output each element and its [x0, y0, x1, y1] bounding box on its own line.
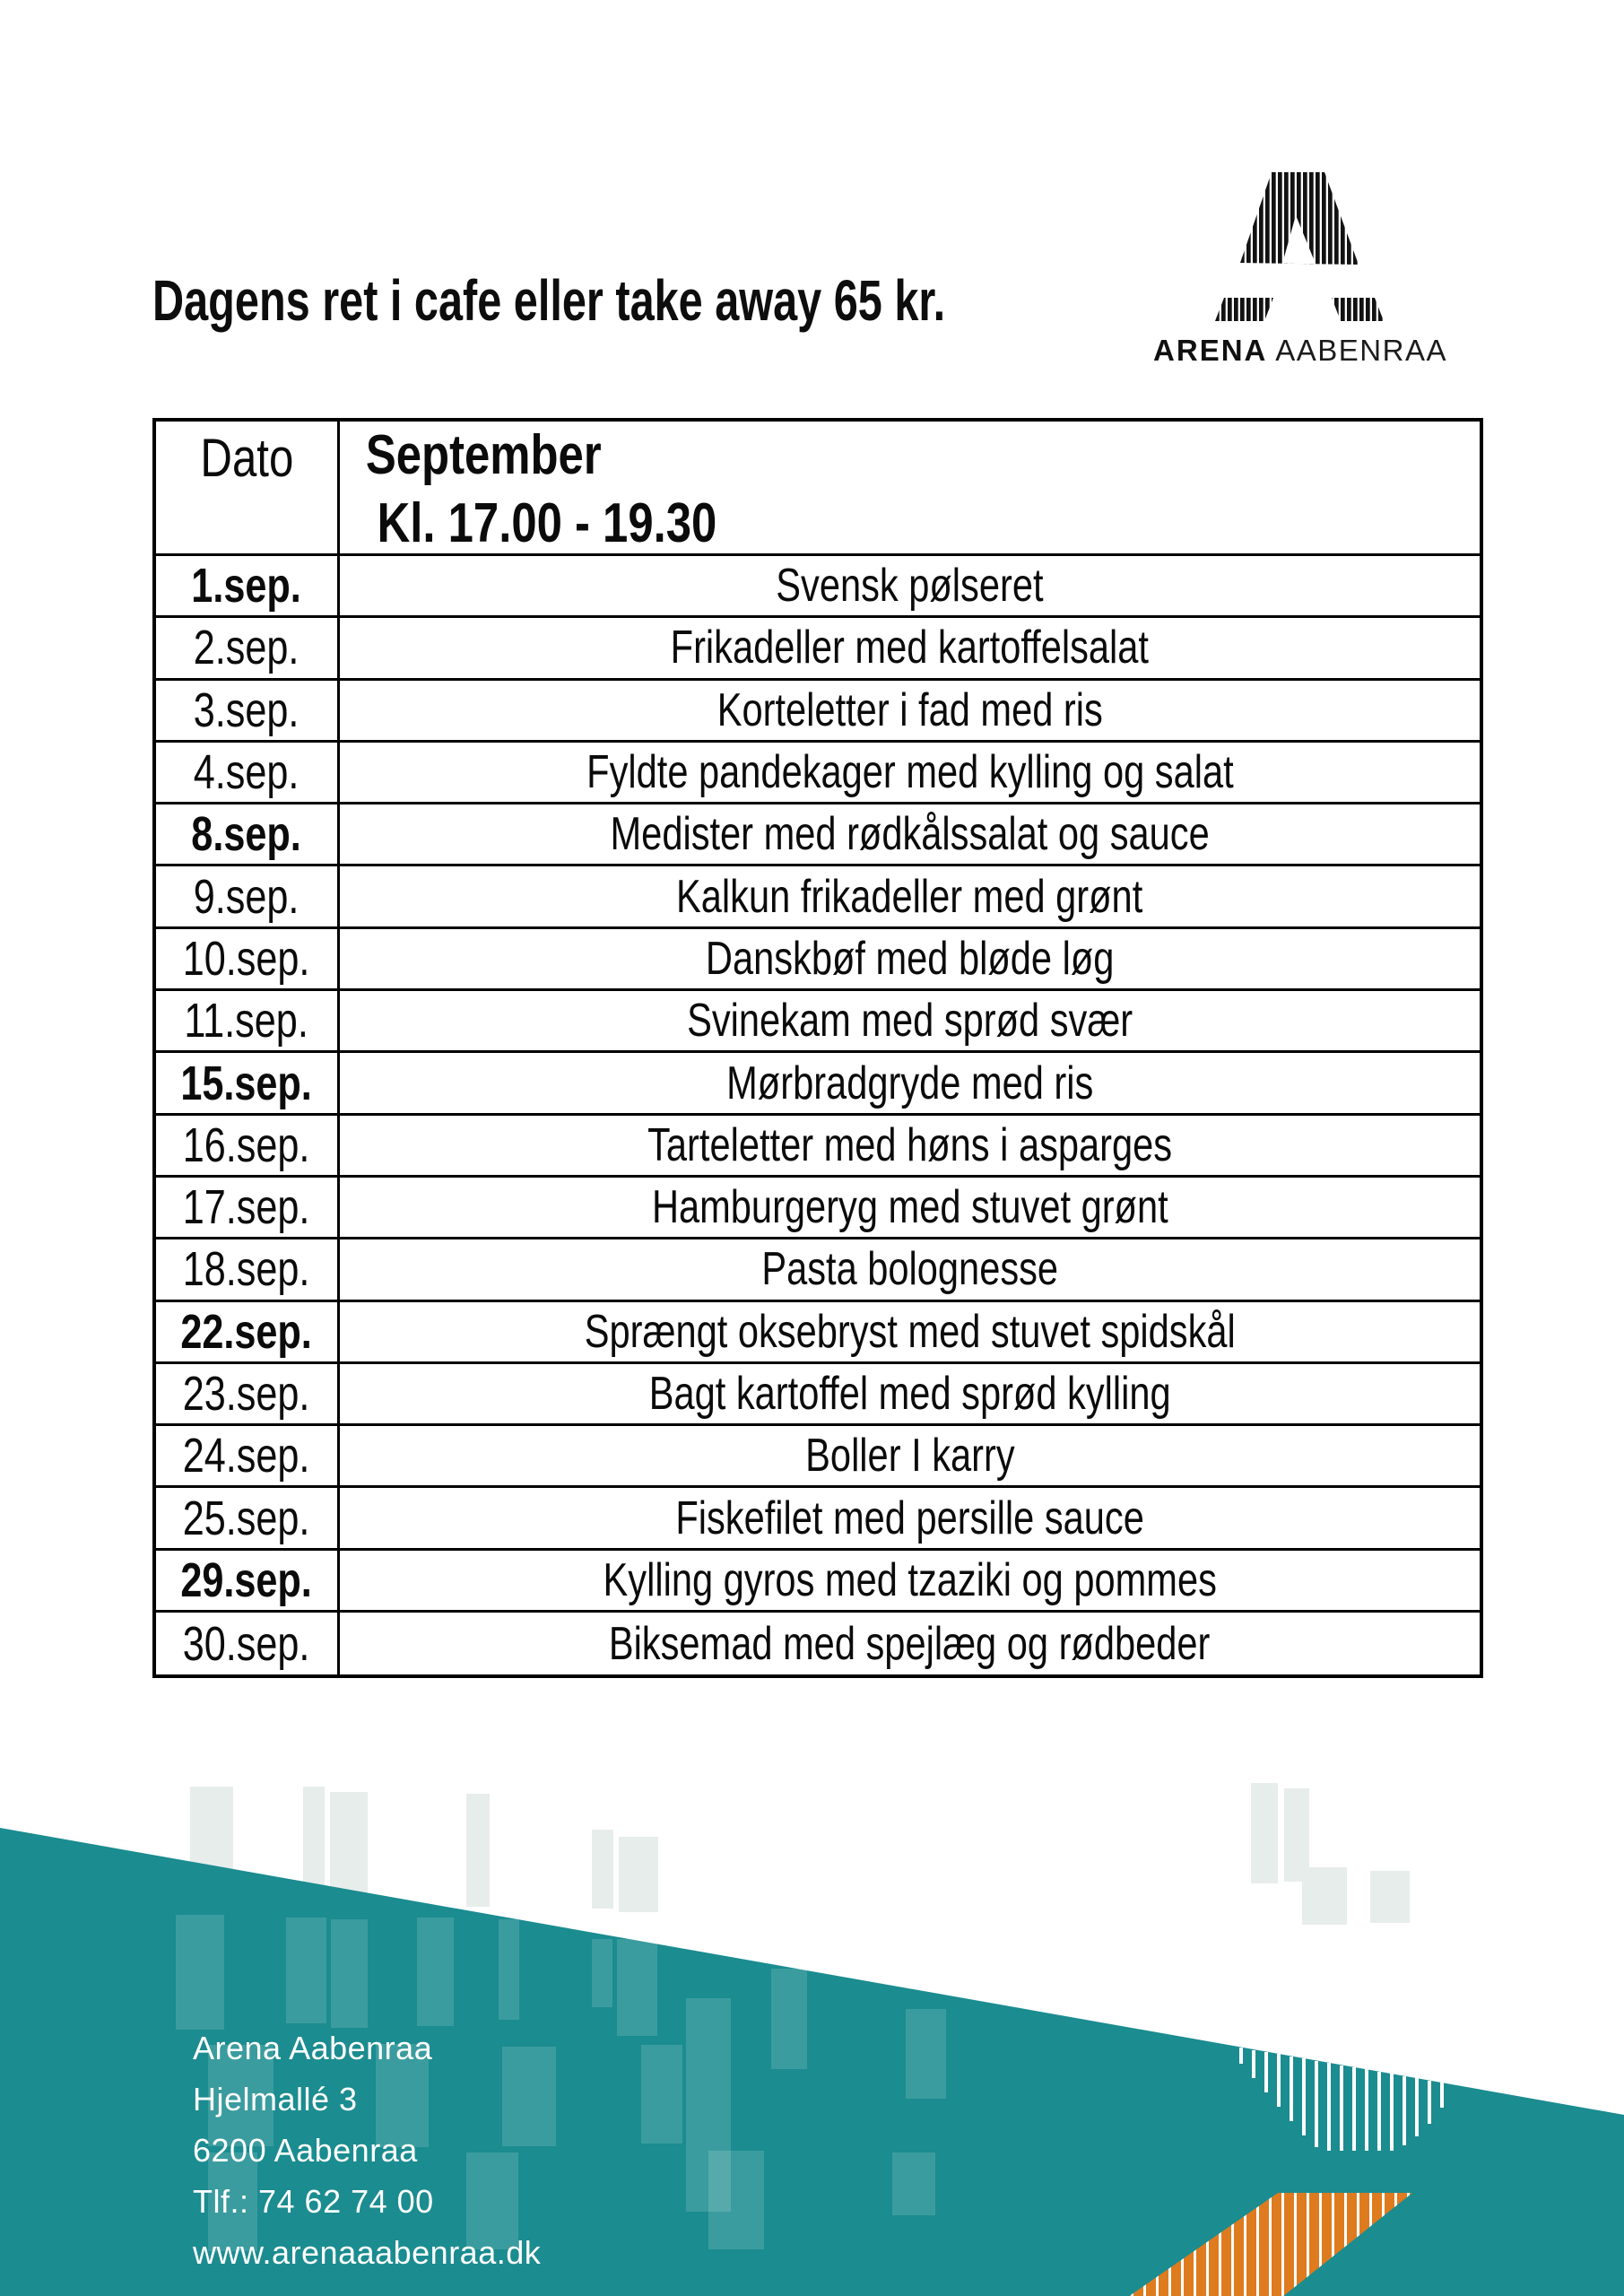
menu-date: 10.sep.: [156, 929, 340, 991]
menu-date: 16.sep.: [156, 1116, 340, 1178]
comb-stripe: [1264, 2052, 1268, 2092]
menu-dish: Korteletter i fad med ris: [340, 681, 1480, 743]
mosaic-tile: [1370, 1871, 1410, 1923]
menu-date: 2.sep.: [156, 618, 340, 680]
menu-date: 3.sep.: [156, 681, 340, 743]
month-title: September: [365, 424, 602, 486]
mosaic-tile: [619, 1837, 658, 1912]
menu-dish: Sprængt oksebryst med stuvet spidskål: [340, 1302, 1480, 1364]
address-line: Tlf.: 74 62 74 00: [193, 2183, 434, 2220]
menu-dish: Hamburgeryg med stuvet grønt: [340, 1178, 1480, 1239]
menu-dish: Frikadeller med kartoffelsalat: [340, 618, 1480, 680]
menu-date: 17.sep.: [156, 1178, 340, 1239]
menu-date: 22.sep.: [156, 1302, 340, 1364]
arena-logo-wordmark: [1139, 334, 1462, 368]
comb-stripe: [1239, 2048, 1243, 2064]
page-title: Dagens ret i cafe eller take away 65 kr.: [152, 268, 946, 333]
menu-dish: Danskbøf med bløde løg: [340, 929, 1480, 991]
address-line: Arena Aabenraa: [193, 2030, 433, 2066]
menu-dish: Fiskefilet med persille sauce: [340, 1488, 1480, 1550]
address-line: Hjelmallé 3: [193, 2081, 358, 2118]
mosaic-tile: [892, 2152, 935, 2215]
mosaic-tile: [641, 2045, 682, 2144]
comb-stripe: [1428, 2081, 1431, 2124]
mosaic-tile: [708, 2151, 764, 2249]
menu-date: 25.sep.: [156, 1488, 340, 1550]
mosaic-tile: [466, 1794, 490, 1907]
menu-dish: Kalkun frikadeller med grønt: [340, 866, 1480, 928]
menu-dish: Pasta bolognesse: [340, 1239, 1480, 1301]
menu-dish: Svinekam med sprød svær: [340, 991, 1480, 1053]
comb-stripe: [1390, 2074, 1394, 2151]
mosaic-tile: [331, 1919, 368, 2028]
menu-dish: Svensk pølseret: [340, 556, 1480, 618]
menu-dish: Biksemad med spejlæg og rødbeder: [609, 1617, 1211, 1670]
menu-dish: Medister med rødkålssalat og sauce: [340, 804, 1480, 866]
comb-stripe: [1440, 2083, 1444, 2108]
column-header-date: Dato: [156, 422, 340, 556]
comb-stripe: [1340, 2066, 1343, 2151]
website-url: www.arenaaabenraa.dk: [193, 2234, 542, 2271]
menu-date: 23.sep.: [156, 1364, 340, 1426]
comb-stripe: [1302, 2058, 1306, 2135]
mosaic-tile: [1302, 1867, 1347, 1925]
menu-date: 24.sep.: [156, 1426, 340, 1488]
menu-date: 15.sep.: [156, 1053, 340, 1115]
address-line: 6200 Aabenraa: [193, 2132, 418, 2169]
menu-dish: Tarteletter med høns i asparges: [340, 1116, 1480, 1178]
comb-stripe: [1290, 2057, 1293, 2121]
mosaic-tile: [417, 1918, 454, 2026]
menu-date: 18.sep.: [156, 1239, 340, 1301]
menu-date: 8.sep.: [156, 804, 340, 866]
mosaic-tile: [499, 1919, 519, 2020]
arena-logo-icon: [1215, 172, 1385, 323]
menu-dish: Bagt kartoffel med sprød kylling: [340, 1364, 1480, 1426]
comb-stripe: [1277, 2054, 1281, 2107]
menu-date: 11.sep.: [156, 991, 340, 1053]
footer-address: [193, 2022, 541, 2278]
mosaic-tile: [286, 1918, 326, 2023]
menu-date: 29.sep.: [156, 1551, 340, 1613]
mosaic-tile: [330, 1792, 368, 1898]
menu-dish: Boller I karry: [340, 1426, 1480, 1488]
comb-stripe: [1377, 2072, 1381, 2151]
mosaic-tile: [592, 1830, 613, 1909]
comb-stripe: [1252, 2050, 1255, 2078]
brand-name-bold: ARENA: [1153, 334, 1268, 367]
comb-stripe: [1365, 2069, 1368, 2151]
menu-date: 9.sep.: [156, 866, 340, 928]
column-header-month: [340, 422, 1480, 556]
comb-stripe: [1415, 2078, 1419, 2136]
menu-dish: Kylling gyros med tzaziki og pommes: [340, 1551, 1480, 1613]
mosaic-tile: [592, 1939, 612, 2007]
menu-date: 1.sep.: [156, 556, 340, 618]
mosaic-tile: [906, 2009, 946, 2099]
mosaic-tile: [617, 1939, 657, 2036]
serving-time: Kl. 17.00 - 19.30: [377, 492, 717, 554]
brand-name-regular: AABENRAA: [1275, 334, 1447, 367]
comb-stripe: [1327, 2063, 1331, 2151]
menu-date: 4.sep.: [156, 743, 340, 804]
menu-date: 30.sep.: [156, 1613, 340, 1674]
mosaic-tile: [176, 1915, 224, 2030]
comb-stripe: [1315, 2061, 1318, 2147]
comb-stripe: [1352, 2067, 1356, 2151]
menu-dish: Fyldte pandekager med kylling og salat: [340, 743, 1480, 804]
comb-stripe: [1403, 2076, 1406, 2145]
menu-dish: Mørbradgryde med ris: [340, 1053, 1480, 1115]
menu-table: [152, 418, 1483, 1678]
mosaic-tile: [1251, 1783, 1278, 1883]
mosaic-tile: [771, 1969, 807, 2069]
